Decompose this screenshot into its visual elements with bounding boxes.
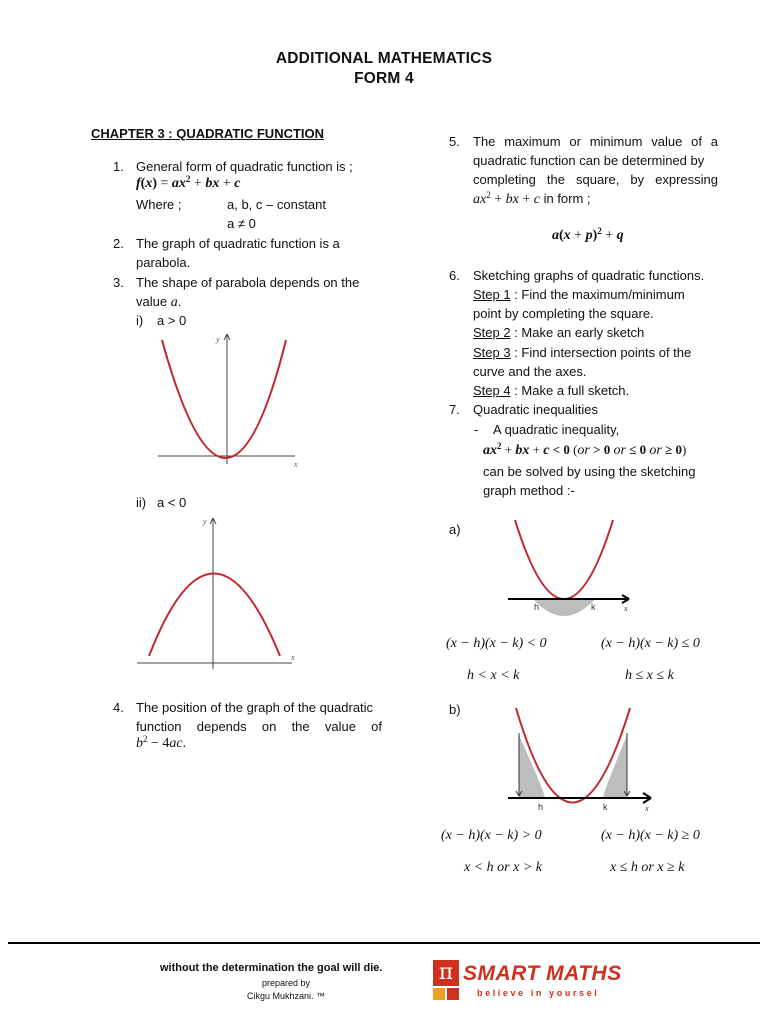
constants-note: a, b, c – constant (227, 197, 327, 212)
footer-motto: without the determination the goal will die. (160, 962, 383, 974)
item1-text: General form of quadratic function is ; (136, 159, 353, 174)
item5-line4: $ax^2$ + bx + c in form ; (473, 190, 591, 207)
item4-number: 4. (113, 700, 124, 715)
k-marker: k (591, 602, 596, 612)
smart-maths-logo (433, 960, 653, 1008)
case-b-ineq-left: (x − h)(x − k) > 0 (441, 828, 542, 843)
y-axis-label: y (203, 517, 207, 526)
item3-line2: value a. (136, 294, 182, 310)
step2: Step 2 : Make an early sketch (473, 325, 645, 340)
x-axis-label: x (291, 653, 295, 662)
a-not-zero-note: a ≠ 0 (227, 216, 256, 231)
item5-line2: quadratic function can be determined by (473, 153, 705, 168)
y-axis-label: y (216, 335, 220, 344)
step4: Step 4 : Make a full sketch. (473, 383, 630, 398)
footer-prepared-by: prepared by (261, 978, 311, 988)
item4-line2: function depends on the value of (136, 719, 382, 734)
doc-title: ADDITIONAL MATHEMATICS (275, 50, 493, 67)
step1: Step 1 : Find the maximum/minimum (473, 287, 685, 302)
case-b-sol-right: x ≤ h or x ≥ k (610, 860, 685, 875)
case2-label: ii) (136, 495, 147, 510)
item1-number: 1. (113, 159, 124, 174)
item7-line-after2: graph method :- (483, 483, 575, 498)
footer-author: Cikgu Mukhzani. ™ (246, 991, 326, 1001)
item4-line1: The position of the graph of the quadratic (136, 700, 374, 715)
item3-line1: The shape of parabola depends on the (136, 275, 360, 290)
graph-case-b (505, 705, 655, 820)
h-marker: h (538, 802, 544, 812)
logo-block-icon (433, 988, 445, 1000)
case-a-label: a) (449, 522, 461, 537)
graph-downward-parabola (137, 516, 299, 674)
case-a-sol-left: h < x < k (467, 668, 520, 683)
item7-title: Quadratic inequalities (473, 402, 599, 417)
item5-number: 5. (449, 134, 460, 149)
footer-divider (8, 942, 760, 944)
case-a-ineq-left: (x − h)(x − k) < 0 (446, 636, 547, 651)
x-axis-label: x (645, 804, 649, 813)
pi-logo-icon: π (433, 960, 459, 986)
item7-number: 7. (449, 402, 460, 417)
item6-number: 6. (449, 268, 460, 283)
discriminant-formula: $b^2 - 4ac$. (136, 734, 187, 751)
x-axis-label: x (624, 604, 628, 613)
item7-line-after1: can be solved by using the sketching (483, 464, 696, 479)
doc-subtitle: FORM 4 (354, 70, 414, 87)
inequality-general-form: $ax^2$ + bx + c < 0 (or > 0 or ≤ 0 or ≥ 0) (483, 441, 687, 458)
case-b-label: b) (449, 702, 461, 717)
case1-label: i) (136, 313, 144, 328)
step3: Step 3 : Find intersection points of the (473, 345, 692, 360)
item2-line1: The graph of quadratic function is a (136, 236, 340, 251)
step1-cont: point by completing the square. (473, 306, 654, 321)
item5-line1: The maximum or minimum value of a (473, 134, 718, 149)
case-b-sol-left: x < h or x > k (464, 860, 542, 875)
graph-case-a (505, 518, 635, 618)
item2-line2: parabola. (136, 255, 191, 270)
item5-line3: completing the square, by expressing (473, 172, 718, 187)
item7-sub: A quadratic inequality, (493, 422, 620, 437)
step3-cont: curve and the axes. (473, 364, 587, 379)
where-label: Where ; (136, 197, 182, 212)
case-a-ineq-right: (x − h)(x − k) ≤ 0 (601, 636, 700, 651)
case2-condition: a < 0 (157, 495, 187, 510)
case-b-ineq-right: (x − h)(x − k) ≥ 0 (601, 828, 700, 843)
logo-block-icon (447, 988, 459, 1000)
item3-number: 3. (113, 275, 124, 290)
completed-square-formula: $a(x + p)^2 + q$ (552, 226, 624, 243)
logo-wordmark: SMART MATHS (463, 962, 622, 985)
item7-dash: - (474, 422, 479, 437)
case1-condition: a > 0 (157, 313, 187, 328)
x-axis-label: x (294, 460, 298, 469)
chapter-heading: CHAPTER 3 : QUADRATIC FUNCTION (91, 126, 325, 141)
graph-upward-parabola (155, 332, 305, 472)
logo-slogan: believe in yoursel (477, 988, 600, 998)
k-marker: k (603, 802, 608, 812)
case-a-sol-right: h ≤ x ≤ k (625, 668, 674, 683)
item2-number: 2. (113, 236, 124, 251)
h-marker: h (534, 602, 540, 612)
general-form-formula: $f(x) = ax^2$ + bx + c (136, 174, 241, 191)
item6-title: Sketching graphs of quadratic functions. (473, 268, 705, 283)
